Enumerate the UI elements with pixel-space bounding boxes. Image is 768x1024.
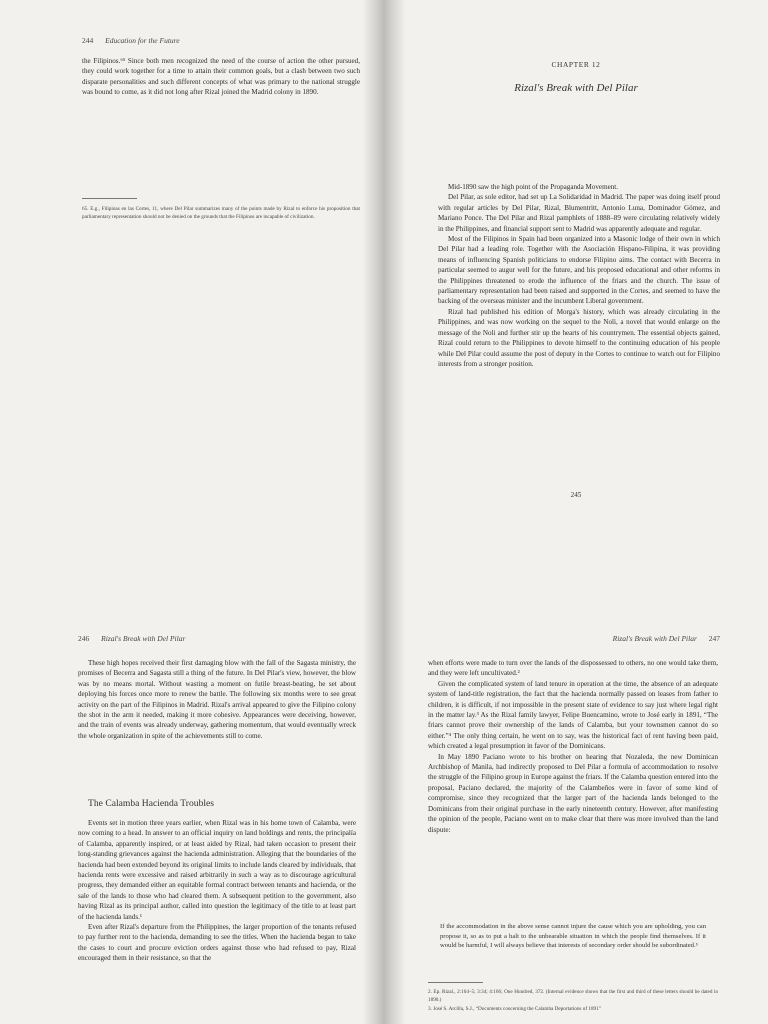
footnote-rule xyxy=(428,982,483,983)
body-text xyxy=(438,182,720,369)
paragraph: Events set in motion three years earlier, when Rizal was in his home town of Calamba, were now coming to a head. In answer to an official inquiry on land holdings and rents, the principalía of Calamba, apparently inspired, or at least aided by Rizal, had taken occasion to present their long-standing grievances against the hacienda administration. Alleging that the boundaries of the hacienda had been extended beyond its original limits to include lands cleared by individuals, that hacienda rents were excessive and raised arbitrarily in such a way as to discourage agricultural progress, they demanded either an equitable formal contract between tenants and hacienda, or the sale of the lands to those who had cleared them. A subsequent petition to the government, also having Rizal as its principal author, called into question the legitimacy of the title to at least part of the hacienda lands.¹ xyxy=(78,819,356,921)
body-text xyxy=(428,658,718,835)
body-text xyxy=(82,56,360,98)
body-text-continued xyxy=(78,818,356,964)
page-number: 244 xyxy=(82,36,94,45)
quote-text: If the accommodation in the above sense cannot injure the cause which you are upholding, you can propose it, so as to put a halt to the unbearable situation in which the people find themselves. If it would be harmful, I will always believe that interests of secondary order should be subordinated.⁵ xyxy=(440,923,706,950)
page-number: 247 xyxy=(708,634,720,643)
paragraph: Del Pilar, as sole editor, had set up La Solidaridad in Madrid. The paper was doing itself proud with regular articles by Del Pilar, Rizal, Blumentritt, Antonio Luna, Dominador Gómez, and Mariano Ponce. The Del Pilar and Rizal pamphlets of 1888–89 were circulating relatively widely in the Philippines, and financial support sent to Madrid was apparently adequate and regular. xyxy=(438,193,720,233)
running-head-title: Rizal's Break with Del Pilar xyxy=(612,634,697,643)
block-quote xyxy=(440,922,706,951)
paragraph: Even after Rizal's departure from the Philippines, the larger proportion of the tenants refused to pay further rent to the hacienda, demanding to see the titles. When the hacienda began to take the cases to court and procure eviction orders against those who had refused to pay, Rizal encouraged them in their resistance, so that the xyxy=(78,923,356,963)
footnotes xyxy=(82,206,360,223)
paragraph: the Filipinos.⁶⁵ Since both men recognized the need of the course of action the other pursued, they could work together for a time to attain their common goals, but a clash between two such disparate personalities and such different concepts of what was primary to the national struggle was bound to come, as it did not long after Rizal joined the Madrid colony in 1890. xyxy=(82,57,360,97)
page-247 xyxy=(384,512,768,1024)
page-246 xyxy=(0,512,384,1024)
footnote: 65. E.g., Filipinas en las Cortes, 11, where Del Pilar summarizes many of the points made by Rizal to enforce his proposition that parliamentary representation should not be denied on the grounds that the Filipinos are incapable of civilization. xyxy=(82,206,360,220)
paragraph: Mid-1890 saw the high point of the Propaganda Movement. xyxy=(448,183,619,191)
section-heading: The Calamba Hacienda Troubles xyxy=(88,798,215,809)
body-text xyxy=(78,658,356,741)
page-number: 246 xyxy=(78,634,90,643)
gutter-shadow xyxy=(362,512,384,1024)
footnote: 3. José S. Arcilla, S.J., “Documents concerning the Calamba Deportations of 1891” xyxy=(428,1005,602,1012)
footnote-rule xyxy=(82,198,137,199)
footnote: 2. Ep. Rizal., 2:104–5; 3:34; 4:166; One Hundred, 372. (Internal evidence shows that the first and third of these letters should be dated in 1890.) xyxy=(428,989,718,1003)
running-head xyxy=(613,634,720,643)
chapter-label: CHAPTER 12 xyxy=(551,60,601,69)
running-head xyxy=(78,634,185,643)
footnotes xyxy=(428,989,718,1014)
chapter-title: Rizal's Break with Del Pilar xyxy=(514,82,638,94)
gutter-shadow xyxy=(362,0,384,512)
paragraph: when efforts were made to turn over the lands of the dispossessed to others, no one would take them, and they were left uncultivated.² xyxy=(428,659,718,678)
running-head xyxy=(82,36,180,45)
page-245 xyxy=(384,0,768,512)
paragraph: Rizal had published his edition of Morga's history, which was already circulating in the Philippines, and was now working on the sequel to the Noli, a novel that would enlarge on the message of the Noli and further stir up the hearts of his countrymen. The essential objects gained, Rizal could return to the Philippines to devote himself to the continuing education of his people while Del Pilar could assume the post of deputy in the Cortes to continue to watch out for Filipino interests from a stronger position. xyxy=(438,307,720,368)
gutter-shadow xyxy=(384,512,406,1024)
running-head-title: Education for the Future xyxy=(105,36,180,45)
running-head-title: Rizal's Break with Del Pilar xyxy=(101,634,186,643)
folio: 245 xyxy=(570,491,582,499)
gutter-shadow xyxy=(384,0,406,512)
paragraph: In May 1890 Paciano wrote to his brother on hearing that Nozaleda, the new Dominican Archbishop of Manila, had indirectly proposed to Del Pilar a formula of accommodation to resolve the struggle of the Filipino group in Europe against the friars. If the Calamba question entered into the proposal, Paciano declared, the majority of the Calambeños were in favor of some kind of compromise, since they recognized that the larger part of the hacienda lands belonged to the Dominicans from their original purchase in the early nineteenth century. However, after manifesting the opinion of the people, Paciano went on to make clear that there was more involved than the land dispute: xyxy=(428,752,718,834)
page-244 xyxy=(0,0,384,512)
paragraph: These high hopes received their first damaging blow with the fall of the Sagasta ministry, the promises of Becerra and Sagasta still a thing of the future. In Del Pilar's view, however, the blow was by no means mortal. Without wasting a moment on futile breast-beating, he set about deploying his forces once more to renew the battle. The following six months were to see great activity on the part of the Filipinos in Madrid. Rizal's arrival appeared to give the Filipino colony the shot in the arm it needed, making it more cohesive. Appearances were deceiving, however, and the train of events was already underway, gathering momentum, that would eventually wreck the whole organization in spite of the achievements still to come. xyxy=(78,659,356,740)
paragraph: Given the complicated system of land tenure in operation at the time, the absence of an adequate system of land-title registration, the fact that the hacienda normally passed on leases from father to children, it is difficult, if not impossible in the present state of evidence to say just where legal right in the matter lay.³ As the Rizal family lawyer, Felipe Buencamino, wrote to José early in 1891, “The friars cannot prove their ownership of the lands of Calamba, but your townsmen cannot do so either.”⁴ The only thing certain, he went on to say, was the historical fact of rent having been paid, which created a legal presumption in favor of the Dominicans. xyxy=(428,679,718,751)
paragraph: Most of the Filipinos in Spain had been organized into a Masonic lodge of their own in which Del Pilar had a leading role. Together with the Asociación Hispano-Filipina, it was providing means of influencing Spanish politicians to endorse Filipino aims. The contact with Becerra in particular seemed to augur well for the future, and his proposed educational and other reforms in the Philippines threatened to erode the influence of the friars and the church. The issue of parliamentary representation had been raised and supported in the Cortes, and seemed to have the backing of the overseas minister and the incumbent Liberal government. xyxy=(438,235,720,306)
